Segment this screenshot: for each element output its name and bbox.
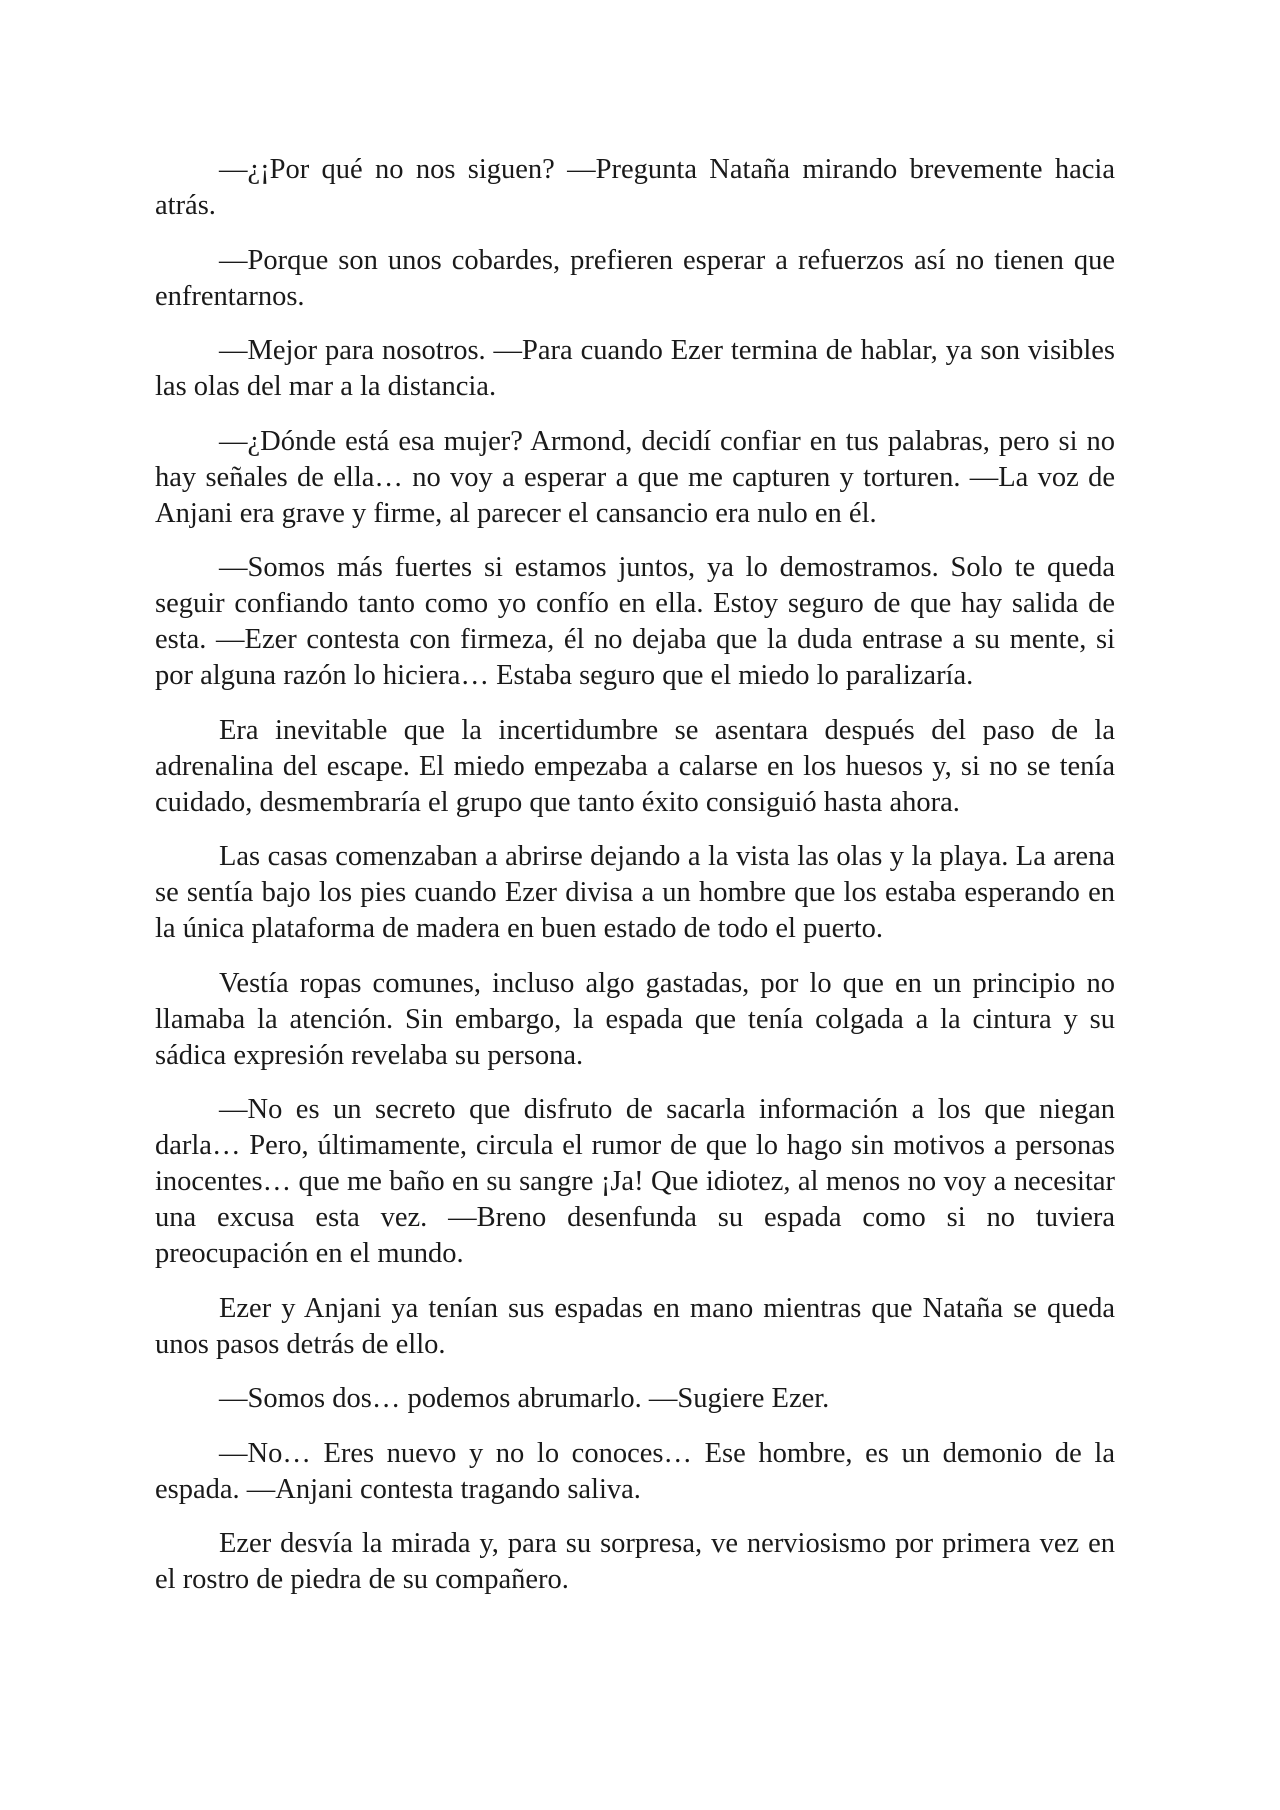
paragraph: Era inevitable que la incertidumbre se asentara después del paso de la adrenalina del escape. El miedo empezaba a calarse en los huesos y, si no se tenía cuidado, desmembraría el grupo que tanto éxito consiguió hasta ahora. bbox=[155, 714, 1115, 818]
paragraph: Ezer desvía la mirada y, para su sorpresa, ve nerviosismo por primera vez en el rostro de piedra de su compañero. bbox=[155, 1528, 1115, 1595]
paragraph: —Somos dos… podemos abrumarlo. —Sugiere Ezer. bbox=[219, 1383, 830, 1414]
paragraph: —No… Eres nuevo y no lo conoces… Ese hombre, es un demonio de la espada. —Anjani contesta tragando saliva. bbox=[155, 1437, 1115, 1505]
paragraph: —¿Dónde está esa mujer? Armond, decidí confiar en tus palabras, pero si no hay señales de ella… no voy a esperar a que me capturen y torturen. —La voz de Anjani era grave y firme, al parecer el cansancio era nulo en él. bbox=[155, 425, 1115, 529]
paragraph: —Somos más fuertes si estamos juntos, ya lo demostramos. Solo te queda seguir confiando tanto como yo confío en ella. Estoy seguro de que hay salida de esta. —Ezer contesta con firmeza, él no dejaba que la duda entrase a su mente, si por alguna razón lo hiciera… Estaba seguro que el miedo lo paralizaría. bbox=[155, 552, 1115, 691]
paragraph: Las casas comenzaban a abrirse dejando a la vista las olas y la playa. La arena se sentía bajo los pies cuando Ezer divisa a un hombre que los estaba esperando en la única plataforma de madera en buen estado de todo el puerto. bbox=[155, 841, 1115, 944]
paragraph: —¿¡Por qué no nos siguen? —Pregunta Nataña mirando brevemente hacia atrás. bbox=[155, 154, 1115, 221]
paragraph: Ezer y Anjani ya tenían sus espadas en mano mientras que Nataña se queda unos pasos detrás de ello. bbox=[155, 1292, 1115, 1360]
paragraph: —Mejor para nosotros. —Para cuando Ezer termina de hablar, ya son visibles las olas del mar a la distancia. bbox=[155, 335, 1115, 402]
paragraph: —Porque son unos cobardes, prefieren esperar a refuerzos así no tienen que enfrentarnos. bbox=[155, 244, 1115, 312]
body-text bbox=[155, 152, 1115, 1598]
paragraph: —No es un secreto que disfruto de sacarla información a los que niegan darla… Pero, últimamente, circula el rumor de que lo hago sin motivos a personas inocentes… que me baño en su sangre ¡Ja! Que idiotez, al menos no voy a necesitar una excusa esta vez. —Breno desenfunda su espada como si no tuviera preocupación en el mundo. bbox=[155, 1094, 1115, 1269]
paragraph: Vestía ropas comunes, incluso algo gastadas, por lo que en un principio no llamaba la atención. Sin embargo, la espada que tenía colgada a la cintura y su sádica expresión revelaba su persona. bbox=[155, 967, 1115, 1071]
